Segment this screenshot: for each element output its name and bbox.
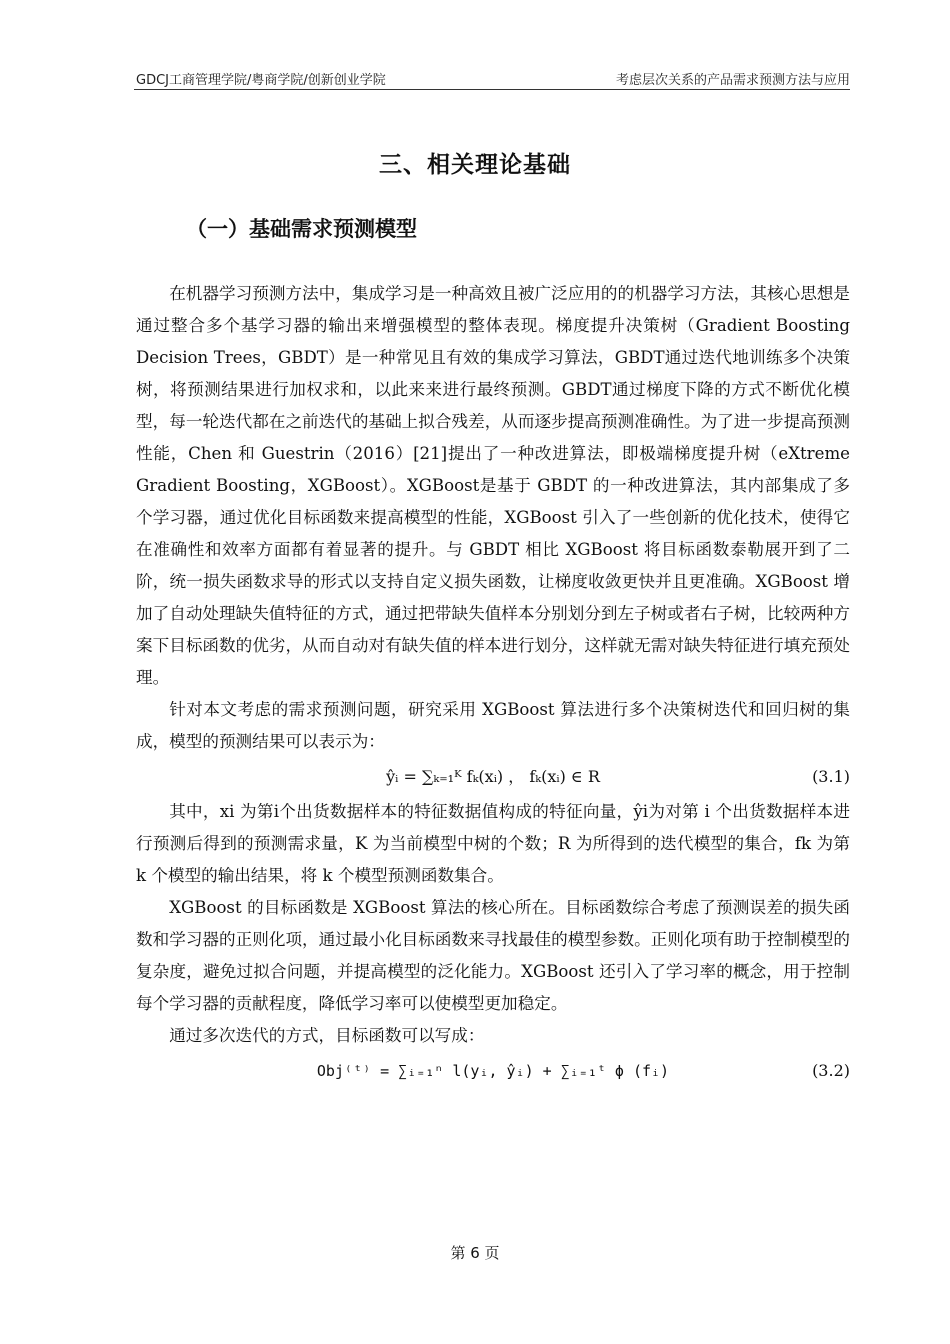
paragraph: 其中，xi 为第i个出货数据样本的特征数据值构成的特征向量，ŷi为对第 i 个出货数据样本进行预测后得到的预测需求量，K 为当前模型中树的个数；R 为所得到的迭代模型的集合，fk 为第 k 个模型的输出结果，将 k 个模型预测函数集合。 [136,802,850,885]
paragraph: 针对本文考虑的需求预测问题，研究采用 XGBoost 算法进行多个决策树迭代和回归树的集成，模型的预测结果可以表示为： [136,700,850,751]
paragraph: 通过多次迭代的方式，目标函数可以写成： [169,1026,485,1045]
running-header-right: 考虑层次关系的产品需求预测方法与应用 [615,73,850,88]
paragraph: XGBoost 的目标函数是 XGBoost 算法的核心所在。目标函数综合考虑了预测误差的损失函数和学习器的正则化项，通过最小化目标函数来寻找最佳的模型参数。正则化项有助于控制模型的复杂度，避免过拟合问题，并提高模型的泛化能力。XGBoost 还引入了学习率的概念，用于控制每个学习器的贡献程度，降低学习率可以使模型更加稳定。 [136,898,850,1013]
body-text [136,278,850,1090]
equation-expression: Obj⁽ᵗ⁾ = ∑ᵢ₌₁ⁿ l(yᵢ, ŷᵢ) + ∑ᵢ₌₁ᵗ ϕ (fᵢ) [316,1062,670,1080]
equation-3-1 [136,758,850,796]
equation-number: (3.2) [812,1061,850,1080]
equation-expression: ŷᵢ = ∑ₖ₌₁ᴷ fₖ(xᵢ) ， fₖ(xᵢ) ∈ R [386,767,600,786]
page-number: 第 6 页 [450,1244,500,1262]
equation-3-2 [136,1052,850,1090]
running-header-left: GDCJ工商管理学院/粤商学院/创新创业学院 [136,73,386,88]
chapter-title: 三、相关理论基础 [379,152,571,178]
header-divider [134,89,850,90]
paragraph: 在机器学习预测方法中，集成学习是一种高效且被广泛应用的的机器学习方法，其核心思想是通过整合多个基学习器的输出来增强模型的整体表现。梯度提升决策树（Gradient Boosting Decision Trees，GBDT）是一种常见且有效的集成学习算法，GBDT通过迭代地训练多个决策树，将预测结果进行加权求和，以此来来进行最终预测。GBDT通过梯度下降的方式不断优化模型，每一轮迭代都在之前迭代的基础上拟合残差，从而逐步提高预测准确性。为了进一步提高预测性能，Chen 和 Guestrin（2016）[21]提出了一种改进算法，即极端梯度提升树（eXtreme Gradient Boosting，XGBoost）。XGBoost是基于 GBDT 的一种改进算法，其内部集成了多个学习器，通过优化目标函数来提高模型的性能，XGBoost 引入了一些创新的优化技术，使得它在准确性和效率方面都有着显著的提升。与 GBDT 相比 XGBoost 将目标函数泰勒展开到了二阶，统一损失函数求导的形式以支持自定义损失函数，让梯度收敛更快并且更准确。XGBoost 增加了自动处理缺失值特征的方式，通过把带缺失值样本分别划分到左子树或者右子树，比较两种方案下目标函数的优劣，从而自动对有缺失值的样本进行划分，这样就无需对缺失特征进行填充预处理。 [136,284,850,687]
section-title: （一）基础需求预测模型 [186,217,417,241]
equation-number: (3.1) [812,767,850,786]
